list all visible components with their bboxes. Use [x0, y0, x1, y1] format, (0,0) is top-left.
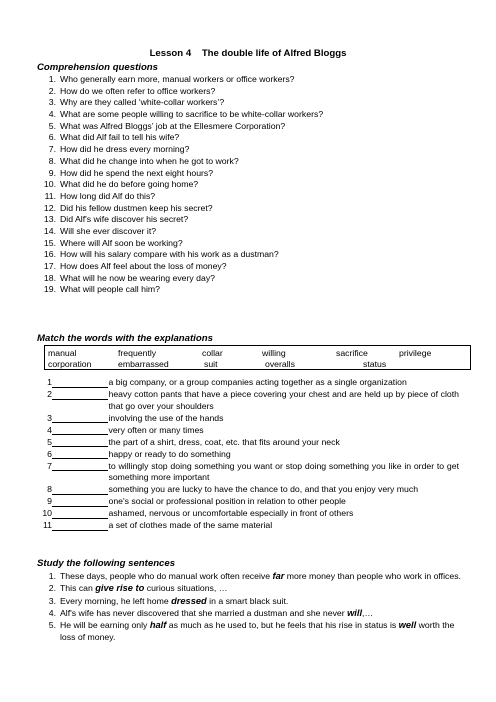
- sentence-number: 2.: [48, 583, 56, 594]
- question-item: [37, 132, 477, 144]
- question-number: 8.: [48, 155, 56, 166]
- question-number: 4.: [48, 109, 56, 120]
- answer-blank: [52, 437, 108, 448]
- question-number: 7.: [48, 144, 56, 155]
- emphasized-phrase: far: [272, 571, 285, 581]
- comprehension-heading: Comprehension questions: [37, 62, 158, 73]
- match-item: [37, 413, 459, 425]
- sentence-fragment: Every morning, he left home: [60, 595, 172, 606]
- sentence-fragment: more money than people who work in offices.: [284, 571, 461, 581]
- match-explanation: ashamed, nervous or uncomfortable especially in front of others: [108, 508, 354, 518]
- question-number: 6.: [48, 132, 56, 143]
- question-number: 1.: [48, 74, 56, 84]
- sentence-fragment: He will be earning only: [60, 620, 150, 631]
- word-bank-word: suit: [204, 359, 218, 369]
- match-item: [37, 508, 459, 520]
- question-item: [37, 74, 477, 86]
- question-number: 14.: [43, 225, 56, 236]
- sentence-number: 1.: [48, 571, 56, 581]
- question-item: [37, 121, 477, 133]
- question-item: [37, 203, 477, 215]
- emphasized-phrase: give rise to: [95, 583, 145, 594]
- match-explanation: the part of a shirt, dress, coat, etc. that fits around your neck: [108, 436, 340, 447]
- match-explanation: very often or many times: [108, 424, 204, 435]
- word-bank-word: status: [363, 359, 387, 369]
- word-bank-word: corporation: [48, 359, 92, 369]
- question-text: What was Alfred Bloggs’ job at the Ellesmere Corporation?: [60, 120, 286, 131]
- question-number: 17.: [43, 261, 56, 271]
- answer-blank: [52, 425, 108, 436]
- sentence-fragment: These days, people who do manual work often receive: [60, 571, 273, 581]
- sentence-fragment: worth the loss of money.: [60, 620, 455, 643]
- sentence-fragment: curious situations, …: [144, 583, 228, 594]
- question-text: What did he do before going home?: [60, 179, 199, 190]
- emphasized-phrase: dressed: [171, 595, 207, 606]
- question-item: [37, 109, 477, 121]
- sentence-fragment: This can: [60, 583, 96, 594]
- sentence-text: [60, 607, 461, 619]
- match-item: [37, 461, 459, 484]
- word-bank-word: privilege: [399, 348, 432, 358]
- question-text: How long did Alf do this?: [60, 190, 156, 201]
- question-text: How did he dress every morning?: [60, 144, 190, 155]
- answer-blank: [52, 520, 108, 531]
- question-item: [37, 168, 477, 180]
- match-number: 9: [47, 496, 52, 506]
- match-explanation: a big company, or a group companies acting together as a single organization: [108, 377, 407, 387]
- question-text: How did he spend the next eight hours?: [60, 167, 214, 178]
- answer-blank: [52, 496, 108, 507]
- question-item: [37, 284, 477, 296]
- question-text: Who generally earn more, manual workers or office workers?: [60, 74, 295, 84]
- matching-item-list: [37, 377, 459, 532]
- match-item: [37, 425, 459, 437]
- word-bank-word: frequently: [118, 348, 157, 358]
- match-explanation: involving the use of the hands: [108, 412, 224, 423]
- match-item: [37, 449, 459, 461]
- word-bank-word: willing: [262, 348, 286, 358]
- match-explanation: to willingly stop doing something you want or stop doing something you like in order to get something more important: [108, 460, 459, 482]
- match-explanation: a set of clothes made of the same material: [108, 520, 273, 530]
- emphasized-phrase: half: [149, 620, 167, 631]
- question-item: [37, 261, 477, 273]
- match-explanation: one's social or professional position in relation to other people: [108, 496, 346, 506]
- lesson-title: Lesson 4 The double life of Alfred Bloggs: [149, 48, 347, 59]
- emphasized-phrase: well: [398, 620, 417, 631]
- match-item: [37, 377, 459, 389]
- question-text: What will he now be wearing every day?: [60, 272, 216, 283]
- sentence-text: [60, 582, 461, 594]
- question-text: How does Alf feel about the loss of money?: [60, 261, 227, 271]
- question-text: Did his fellow dustmen keep his secret?: [60, 202, 213, 213]
- question-text: Where will Alf soon be working?: [60, 237, 183, 248]
- study-heading: Study the following sentences: [37, 558, 176, 569]
- sentence-number: 3.: [48, 595, 56, 606]
- question-text: Will she ever discover it?: [60, 225, 157, 236]
- emphasized-phrase: will: [347, 607, 363, 618]
- question-number: 5.: [48, 120, 56, 131]
- answer-blank: [52, 413, 108, 424]
- question-text: What did Alf fail to tell his wife?: [60, 132, 180, 143]
- question-item: [37, 214, 477, 226]
- study-sentence: [37, 570, 461, 582]
- match-number: 7: [47, 460, 52, 471]
- sentence-text: [60, 619, 461, 643]
- sentence-fragment: as much as he used to, but he feels that his rise in status is: [166, 620, 399, 631]
- match-explanation: happy or ready to do something: [108, 448, 231, 459]
- match-number: 1: [47, 377, 52, 387]
- match-number: 11: [42, 520, 52, 530]
- sentence-number: 4.: [48, 607, 56, 618]
- question-text: What will people call him?: [60, 284, 160, 295]
- question-item: [37, 144, 477, 156]
- comprehension-question-list: [37, 74, 477, 296]
- question-item: [37, 273, 477, 285]
- match-explanation: something you are lucky to have the chance to do, and that you enjoy very much: [108, 484, 419, 494]
- question-text: How do we often refer to office workers?: [60, 85, 216, 96]
- match-number: 8: [47, 484, 52, 494]
- question-number: 16.: [43, 249, 56, 260]
- question-text: What are some people willing to sacrifice to be white-collar workers?: [60, 109, 324, 120]
- question-item: [37, 249, 477, 261]
- question-number: 12.: [43, 202, 56, 213]
- question-item: [37, 179, 477, 191]
- question-number: 11.: [44, 190, 56, 201]
- match-item: [37, 484, 459, 496]
- study-sentence: [37, 607, 461, 619]
- word-bank-word: sacrifice: [336, 348, 368, 358]
- sentence-text: [60, 595, 461, 607]
- question-number: 2.: [48, 85, 56, 96]
- match-number: 3: [47, 412, 52, 423]
- answer-blank: [52, 449, 108, 460]
- word-bank-word: manual: [48, 348, 77, 358]
- word-bank-box: [44, 345, 471, 370]
- word-bank-word: embarrassed: [118, 359, 169, 369]
- answer-blank: [52, 461, 108, 472]
- question-number: 18.: [43, 272, 56, 283]
- sentence-fragment: ,…: [362, 607, 374, 618]
- sentence-fragment: in a smart black suit.: [206, 595, 289, 606]
- question-item: [37, 97, 477, 109]
- question-text: How will his salary compare with his work as a dustman?: [60, 249, 279, 260]
- question-number: 15.: [43, 237, 56, 248]
- match-number: 4: [47, 424, 52, 435]
- match-number: 5: [47, 436, 52, 447]
- study-sentence: [37, 582, 461, 594]
- matching-heading: Match the words with the explanations: [37, 333, 213, 344]
- answer-blank: [52, 484, 108, 495]
- question-number: 9.: [48, 167, 56, 178]
- answer-blank: [52, 389, 108, 400]
- question-item: [37, 156, 477, 168]
- sentence-number: 5.: [48, 620, 56, 631]
- study-sentence: [37, 595, 461, 607]
- match-number: 10: [42, 508, 52, 518]
- question-item: [37, 238, 477, 250]
- question-number: 3.: [48, 97, 56, 108]
- question-number: 10.: [43, 179, 56, 190]
- question-text: Why are they called ‘white-collar workers’?: [60, 97, 225, 108]
- match-explanation: heavy cotton pants that have a piece covering your chest and are held up by piece of cloth that go over your shoulders: [108, 389, 459, 411]
- match-item: [37, 496, 459, 508]
- question-number: 13.: [43, 214, 56, 225]
- question-text: What did he change into when he got to work?: [60, 155, 239, 166]
- question-item: [37, 191, 477, 203]
- match-number: 6: [47, 448, 52, 459]
- sentence-fragment: Alf's wife has never discovered that she married a dustman and she never: [60, 607, 348, 618]
- match-item: [37, 437, 459, 449]
- answer-blank: [52, 508, 108, 519]
- study-sentence: [37, 619, 461, 643]
- answer-blank: [52, 377, 108, 388]
- question-number: 19.: [43, 284, 56, 295]
- question-item: [37, 226, 477, 238]
- study-sentence-list: [37, 570, 461, 643]
- match-number: 2: [47, 389, 52, 399]
- match-item: [37, 520, 459, 532]
- question-item: [37, 86, 477, 98]
- word-bank-word: collar: [202, 348, 223, 358]
- sentence-text: [60, 570, 461, 582]
- question-text: Did Alf's wife discover his secret?: [60, 214, 189, 225]
- match-item: [37, 389, 459, 412]
- word-bank-word: overalls: [265, 359, 295, 369]
